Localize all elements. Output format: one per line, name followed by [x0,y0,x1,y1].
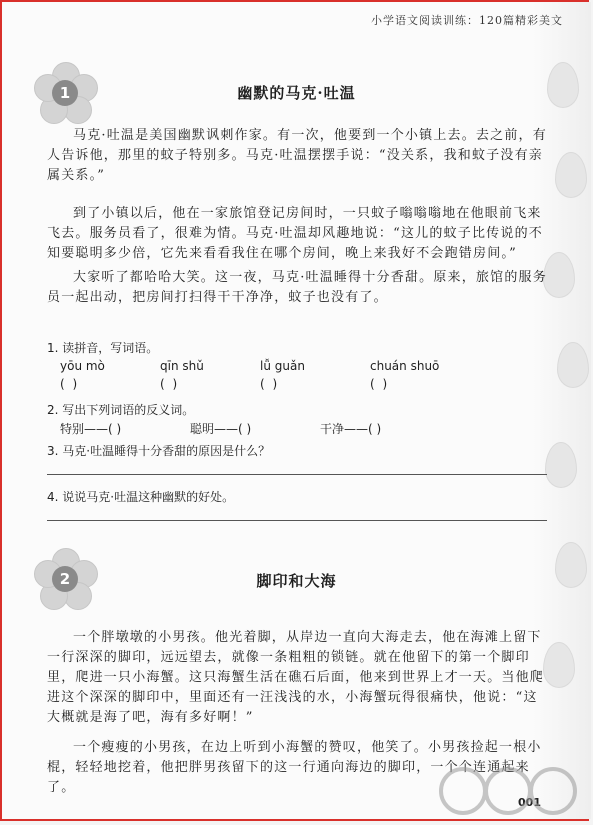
answer-line[interactable] [47,474,547,475]
antonym-item[interactable]: 干净——( ) [320,422,382,436]
section-number: 1 [52,80,78,106]
paragraph: 到了小镇以后，他在一家旅馆登记房间时，一只蚊子嗡嗡嗡地在他眼前飞来飞去。服务员看了，很难为情。马克·吐温却风趣地说：“这儿的蚊子比传说的不知要聪明多少倍，它先来看看我住在哪个房间，晚上来我好不会跑错房间。” [47,206,543,261]
paragraph: 一个胖墩墩的小男孩。他光着脚，从岸边一直向大海走去，他在海滩上留下一行深深的脚印，远远望去，就像一条粗粗的锁链。就在他留下的第一个脚印里，爬进一只小海蟹。这只海蟹生活在礁石后面，他来到世界上才一天。当他爬进这个深深的脚印中，里面还有一汪浅浅的水，小海蟹玩得很痛快，他说：“这大概就是海了吧，海有多好啊！” [47,630,545,725]
leaf-decoration [545,442,577,488]
leaf-decoration [543,642,575,688]
watermark-logo [433,761,583,821]
series-title: 小学语文阅读训练：120篇精彩美文 [371,14,563,27]
question-4: 4. 说说马克·吐温这种幽默的好处。 [47,490,235,504]
pinyin-row [60,359,480,393]
section-title: 幽默的马克·吐温 [237,84,356,102]
antonym-item[interactable]: 特别——( ) [60,422,122,436]
question-1: 1. 读拼音，写词语。 [47,341,159,355]
answer-blank[interactable]: ( ) [260,377,280,391]
section-title: 脚印和大海 [256,572,337,590]
page-number: 001 [518,796,541,809]
question-2: 2. 写出下列词语的反义词。 [47,403,195,417]
paragraph: 马克·吐温是美国幽默讽刺作家。有一次，他要到一个小镇上去。去之前，有人告诉他，那里的蚊子特别多。马克·吐温摆摆手说：“没关系，我和蚊子没有亲属关系。” [47,128,547,183]
pinyin: qīn shǔ [160,359,204,373]
pinyin: chuán shuō [370,359,440,373]
leaf-decoration [543,252,575,298]
paragraph: 一个瘦瘦的小男孩，在边上听到小海蟹的赞叹，他笑了。小男孩捡起一根小棍，轻轻地挖着，他把胖男孩留下的这一行通向海边的脚印，一个个连通起来了。 [47,740,542,795]
leaf-decoration [555,152,587,198]
answer-blank[interactable]: ( ) [160,377,180,391]
question-3: 3. 马克·吐温睡得十分香甜的原因是什么？ [47,444,271,458]
leaf-decoration [557,342,589,388]
answer-line[interactable] [47,520,547,521]
paragraph: 大家听了都哈哈大笑。这一夜，马克·吐温睡得十分香甜。原来，旅馆的服务员一起出动，把房间打扫得干干净净，蚊子也没有了。 [47,270,547,305]
pinyin: lǚ guǎn [260,359,305,373]
antonym-item[interactable]: 聪明——( ) [190,422,252,436]
answer-blank[interactable]: ( ) [60,377,80,391]
section-number: 2 [52,566,78,592]
pinyin: yōu mò [60,359,105,373]
answer-blank[interactable]: ( ) [370,377,390,391]
